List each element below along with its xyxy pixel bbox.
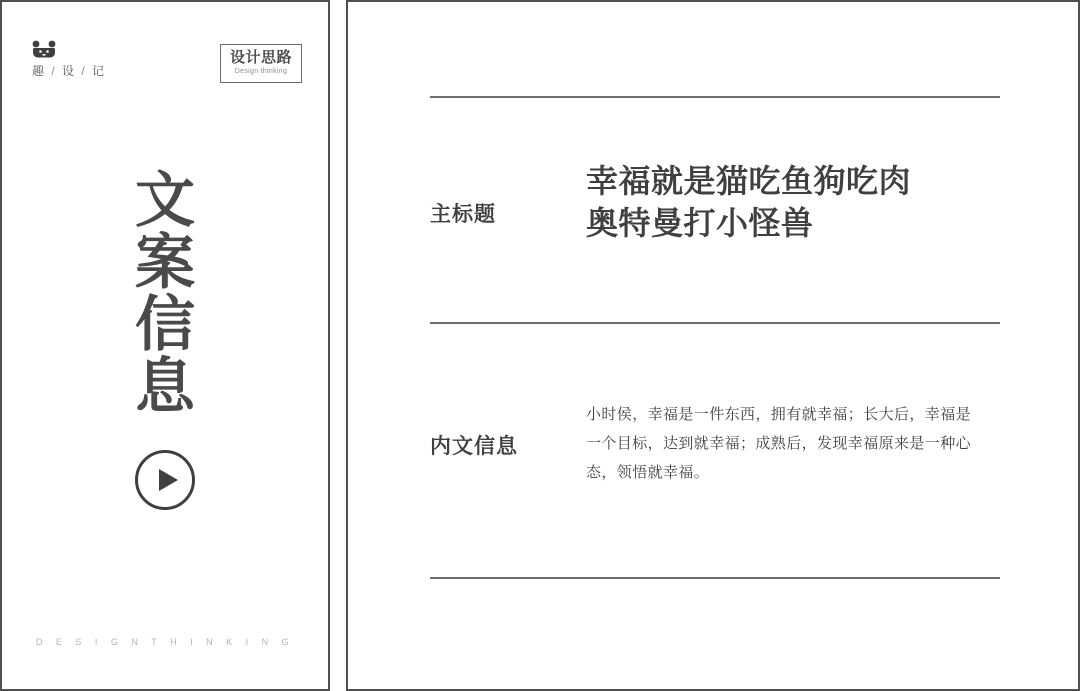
divider-top — [430, 96, 1000, 98]
vertical-title-char: 信 — [135, 291, 195, 358]
divider-bottom — [430, 577, 1000, 579]
play-icon — [159, 469, 178, 491]
play-button[interactable] — [135, 450, 195, 510]
vertical-title — [2, 167, 328, 420]
main-title-line-1: 幸福就是猫吃鱼狗吃肉 — [586, 163, 912, 199]
design-thinking-badge[interactable] — [220, 44, 302, 83]
left-cover-panel — [0, 0, 330, 691]
divider-middle — [430, 322, 1000, 324]
badge-title-en: Design thinking — [234, 68, 288, 75]
main-title-row — [430, 160, 1002, 244]
main-title-line-2: 奥特曼打小怪兽 — [586, 205, 814, 241]
main-title-value — [586, 160, 911, 244]
vertical-title-char: 文 — [135, 167, 195, 234]
bear-head-icon — [32, 40, 56, 58]
main-title-label: 主标题 — [430, 203, 496, 226]
body-text-value: 小时侯，幸福是一件东西，拥有就幸福；长大后，幸福是一个目标，达到就幸福；成熟后，发现幸福原来是一种心态，领悟就幸福。 — [586, 406, 972, 481]
badge-title-cn: 设计思路 — [229, 49, 292, 66]
body-text-row — [430, 400, 1002, 487]
body-text-label: 内文信息 — [430, 435, 518, 458]
right-content-panel — [346, 0, 1080, 691]
brand-block — [32, 40, 152, 79]
vertical-title-char: 案 — [135, 229, 195, 296]
brand-name: 趣 / 设 / 记 — [32, 64, 106, 78]
vertical-title-char: 息 — [135, 353, 195, 420]
footer-caption: D E S I G N T H I N K I N G — [35, 637, 295, 647]
